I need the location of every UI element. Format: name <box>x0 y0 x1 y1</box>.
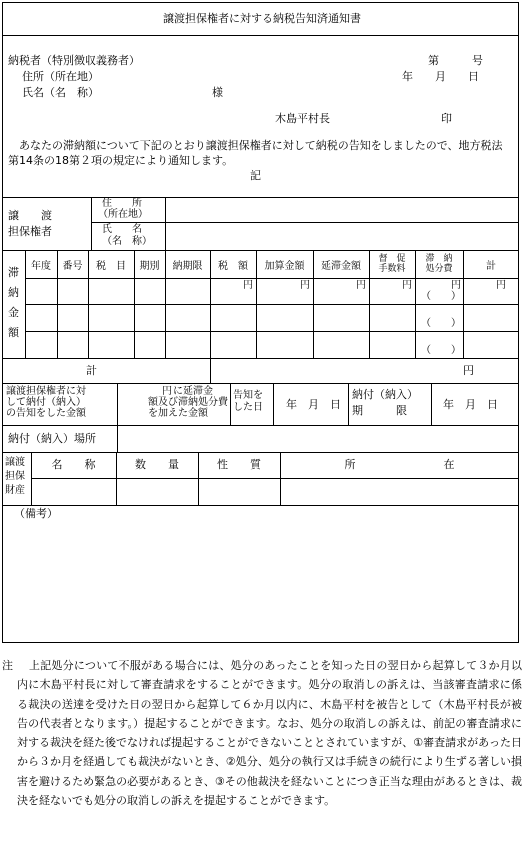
arrears-row-line-2 <box>25 331 519 332</box>
property-col-nature: 性 質 <box>217 458 261 471</box>
notice-line-5 <box>431 383 432 425</box>
yen-entaikin: 円 <box>356 280 366 291</box>
issue-date: 年 月 日 <box>402 70 479 83</box>
col-kibetsu: 期別 <box>139 261 160 272</box>
notice-bottom-line <box>2 425 519 426</box>
payment-place-label: 納付（納入）場所 <box>8 432 96 445</box>
arrears-side-char-4: 額 <box>8 326 19 339</box>
col-tokusoku-line1: 督 促 <box>378 254 406 264</box>
yen-zeigaku: 円 <box>243 280 253 291</box>
paren-row-1: （ ） <box>421 291 461 302</box>
notice-line-3 <box>273 383 274 425</box>
holder-top-line <box>2 197 519 198</box>
notice-line-4 <box>348 383 349 425</box>
total-divider <box>210 358 211 383</box>
col-zeimoku: 税 目 <box>96 261 126 272</box>
total-yen: 円 <box>463 364 474 377</box>
form-title: 譲渡担保権者に対する納税告知済通知書 <box>163 12 361 25</box>
col-bango: 番号 <box>62 261 83 272</box>
with-arrears-line3: を加えた金額 <box>148 408 208 419</box>
holder-name-line2: （名 称） <box>102 236 152 247</box>
taxpayer-label: 納税者（特別徴収義務者） <box>8 54 140 67</box>
with-arrears-line2: 額及び滞納処分費 <box>148 397 228 408</box>
property-col-name: 名 称 <box>51 458 96 471</box>
document-number: 第 号 <box>428 54 483 67</box>
yen-kasankin: 円 <box>300 280 310 291</box>
col-nendo: 年度 <box>31 261 51 272</box>
footnote-text: 上記処分について不服がある場合には、処分のあったことを知った日の翌日から起算して３か月以内に木島平村長に対して審査請求をすることができます。処分の取消しの訴えは、当該審査請求に係る裁決の送達を受けた日の翌日から起算して６か月以内に、木島平村を被告として（木島平村長が被告の代表者となります。）提起することができます。なお、処分の取消しの訴えは、前記の審査請求に対する裁決を経た後でなければ提起することができないこととされていますが、①審査請求があった日から３か月を経過しても裁決がないとき、②処分、処分の執行又は手続きの続行により生ずる著しい損害を避けるため緊急の必要があるとき、③その他裁決を経ないことにつき正当な理由があるときは、裁決を経ないでも処分の取消しの訴えを提起することができます。 <box>17 659 522 808</box>
yen-shobunhi: 円 <box>451 280 461 291</box>
holder-col-line-1 <box>91 197 92 250</box>
col-zeigaku: 税 額 <box>218 261 248 272</box>
yen-tokusoku: 円 <box>402 280 412 291</box>
payment-place-divider <box>117 425 118 452</box>
paren-row-2: （ ） <box>421 318 461 329</box>
arrears-side-char-2: 納 <box>8 286 19 299</box>
paren-row-3: （ ） <box>421 345 461 356</box>
payment-place-bottom-line <box>2 452 519 453</box>
property-side-2: 担保 <box>5 471 25 482</box>
total-label: 計 <box>86 364 97 377</box>
due-date-value: 年 月 日 <box>443 398 498 411</box>
property-side-3: 財産 <box>5 485 25 496</box>
holder-address-line2: （所在地） <box>98 209 148 220</box>
notice-amount-yen: 円 <box>162 386 172 397</box>
due-label-1: 納付（納入） <box>352 388 418 401</box>
arrears-row-line-1 <box>25 304 519 305</box>
notice-date-label-2: した日 <box>233 402 263 413</box>
notice-line-1 <box>117 383 118 425</box>
with-arrears-line1: に延滞金 <box>173 386 213 397</box>
notice-amount-line2: して納付（納入） <box>6 397 86 408</box>
property-col-quantity: 数 量 <box>135 458 179 471</box>
yen-kei: 円 <box>496 280 506 291</box>
col-noukigen: 納期限 <box>172 261 203 272</box>
holder-label-bottom: 担保権者 <box>8 225 52 238</box>
notice-date-value: 年 月 日 <box>286 398 341 411</box>
arrears-side-char-1: 滞 <box>8 266 19 279</box>
holder-col-line-2 <box>165 197 166 250</box>
holder-label-top: 譲 渡 <box>8 209 52 222</box>
col-shobunhi-line1: 滞 納 <box>425 254 453 264</box>
name-label: 氏名（名 称） <box>22 86 99 99</box>
col-shobunhi-line2: 処分費 <box>425 264 453 274</box>
notice-amount-line3: の告知をした金額 <box>6 408 86 419</box>
property-side-1: 譲渡 <box>5 457 25 468</box>
issuer-name: 木島平村長 <box>275 112 330 125</box>
notice-amount-line1: 譲渡担保権者に対 <box>6 386 86 397</box>
arrears-bottom-line <box>2 358 519 359</box>
sama-label: 様 <box>212 86 223 99</box>
notice-body-text: あなたの滞納額について下記のとおり譲渡担保権者に対して納税の告知をしましたので、地方税法第14条の18第２項の規定により通知します。 <box>8 139 503 167</box>
notice-line-2 <box>230 383 231 425</box>
ki-label: 記 <box>250 169 261 182</box>
arrears-header-line <box>25 278 519 279</box>
col-entaikin: 延滞金額 <box>321 261 361 272</box>
holder-name-line1: 氏 名 <box>102 224 142 235</box>
total-bottom-line <box>2 383 519 384</box>
address-label: 住所（所在地） <box>22 70 99 83</box>
holder-mid-line <box>91 222 519 223</box>
col-kei: 計 <box>486 261 496 272</box>
footnote-label: 注 <box>2 659 13 672</box>
holder-address-line1: 住 所 <box>102 198 142 209</box>
col-kasankin: 加算金額 <box>264 261 305 272</box>
seal-mark: 印 <box>441 112 452 125</box>
property-header-line <box>31 478 519 479</box>
holder-bottom-line <box>2 250 519 251</box>
title-divider <box>2 35 519 36</box>
col-tokusoku-line2: 手数料 <box>378 264 406 274</box>
arrears-side-char-3: 金 <box>8 306 19 319</box>
property-bottom-line <box>2 505 519 506</box>
due-label-2: 期 限 <box>352 404 407 417</box>
property-col-location: 所 在 <box>344 458 455 471</box>
notice-date-label-1: 告知を <box>233 390 263 401</box>
remarks-label: （備考） <box>14 507 58 520</box>
